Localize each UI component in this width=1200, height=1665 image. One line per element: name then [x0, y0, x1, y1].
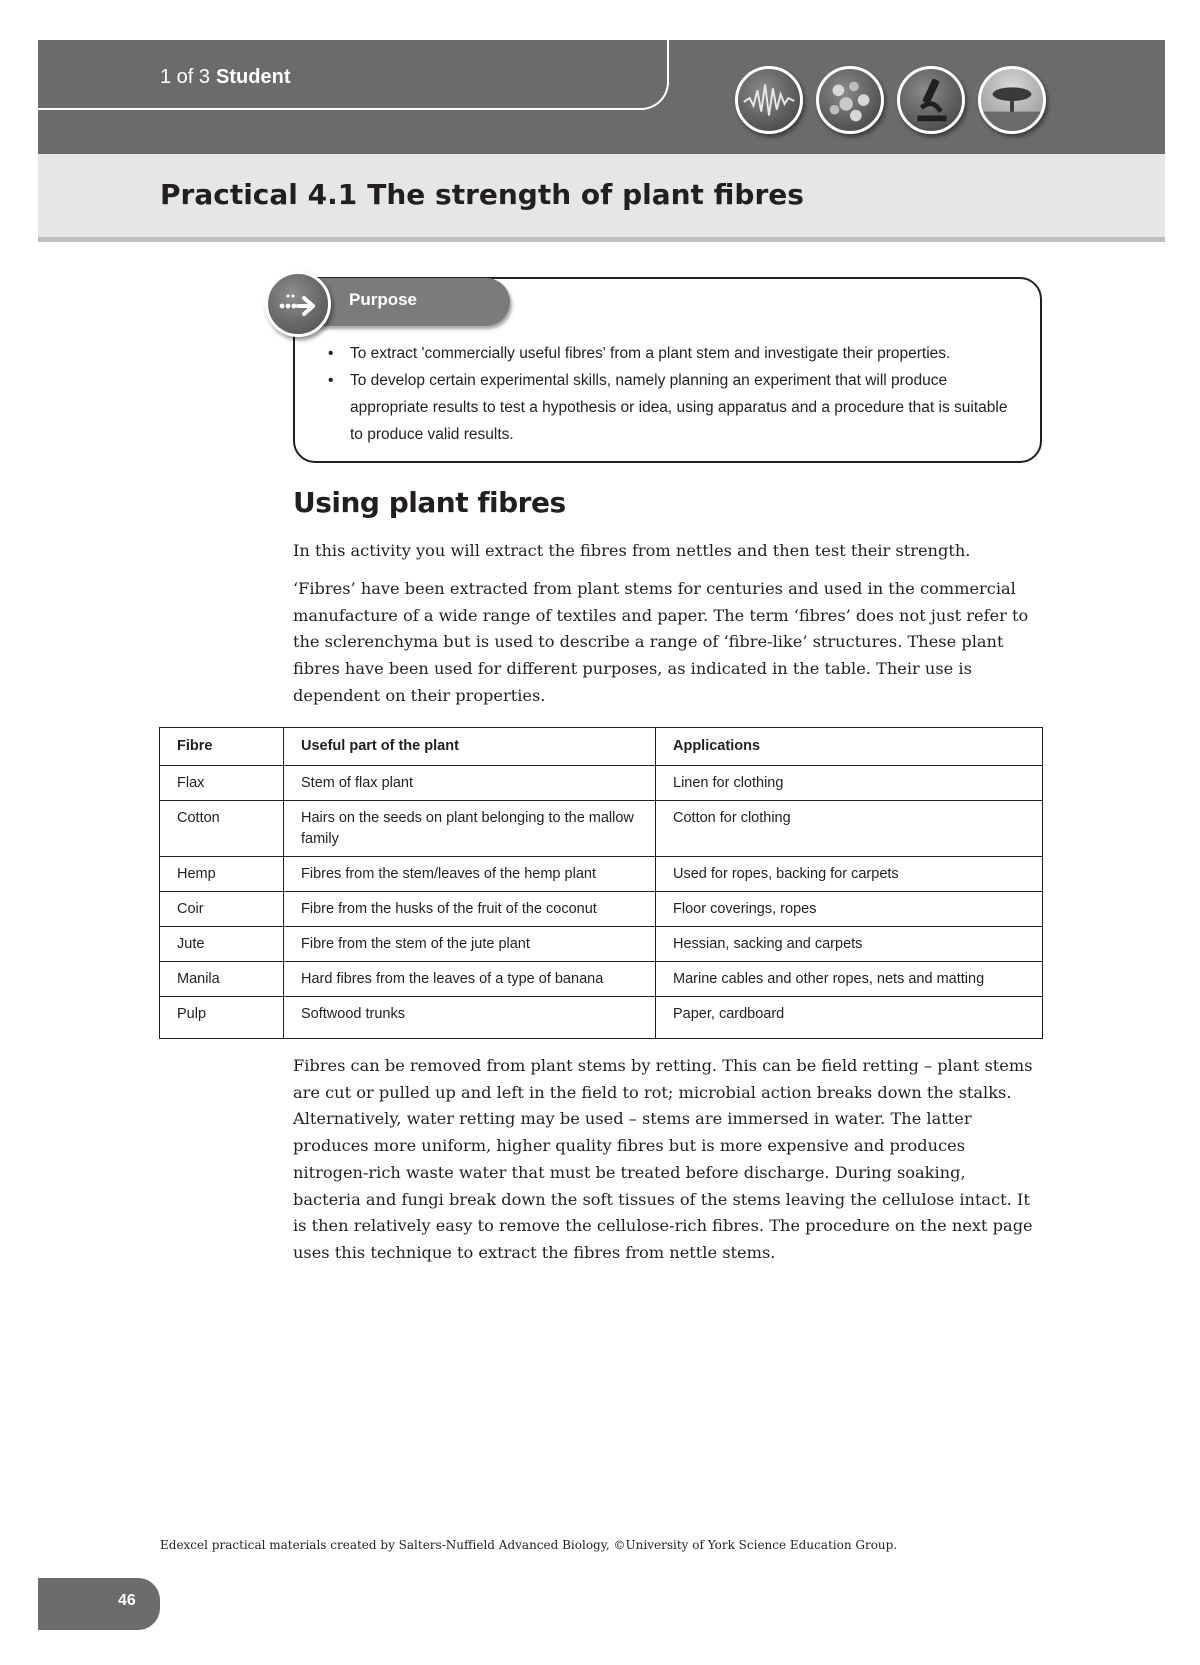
section-heading: Using plant fibres: [293, 486, 566, 519]
purpose-item: • To extract 'commercially useful fibres' from a plant stem and investigate their properties.: [322, 340, 1022, 367]
practical-name: The strength of plant fibres: [367, 178, 804, 211]
table-cell: Jute: [160, 927, 284, 962]
table-cell: Hemp: [160, 857, 284, 892]
purpose-item: • To develop certain experimental skills, namely planning an experiment that will produce appropriate results to test a hypothesis or idea, using apparatus and a procedure that is suitable to produce valid results.: [322, 367, 1022, 448]
header-icons: [735, 66, 1055, 134]
table-row: [160, 997, 1043, 1039]
molecule-icon: [816, 66, 884, 134]
table-row: [160, 801, 1043, 857]
waveform-icon: [735, 66, 803, 134]
retting-paragraph: Fibres can be removed from plant stems by retting. This can be field retting – plant stems are cut or pulled up and left in the field to rot; microbial action breaks down the stalks. Alternatively, water retting may be used – stems are immersed in water. The latter produces more uniform, higher quality fibres but is more expensive and produces nitrogen-rich waste water that must be treated before discharge. During soaking, bacteria and fungi break down the soft tissues of the stems leaving the cellulose intact. It is then relatively easy to remove the cellulose-rich fibres. The procedure on the next page uses this technique to extract the fibres from nettle stems.: [293, 1056, 1033, 1262]
table-row: [160, 927, 1043, 962]
table-row: [160, 962, 1043, 997]
table-cell: Hairs on the seeds on plant belonging to the mallow family: [284, 801, 656, 857]
page-indicator: 1 of 3: [160, 66, 211, 88]
header-tab-outline: [38, 40, 669, 110]
table-cell: Linen for clothing: [656, 766, 1043, 801]
table-cell: Manila: [160, 962, 284, 997]
column-header-fibre: Fibre: [160, 728, 284, 766]
table-cell: Softwood trunks: [284, 997, 656, 1039]
footer-credit: Edexcel practical materials created by Salters-Nuffield Advanced Biology, ©University of York Science Education Group.: [160, 1538, 898, 1552]
page-number-tab: [38, 1578, 160, 1630]
column-header-useful-part: Useful part of the plant: [284, 728, 656, 766]
savanna-tree-icon: [978, 66, 1046, 134]
microscope-icon: [897, 66, 965, 134]
table-cell: Used for ropes, backing for carpets: [656, 857, 1043, 892]
table-cell: Cotton for clothing: [656, 801, 1043, 857]
practical-number: Practical 4.1: [160, 178, 358, 211]
purpose-label: Purpose: [349, 290, 418, 309]
table-cell: Coir: [160, 892, 284, 927]
table-cell: Marine cables and other ropes, nets and matting: [656, 962, 1043, 997]
table-header-row: [160, 728, 1043, 766]
table-cell: Floor coverings, ropes: [656, 892, 1043, 927]
fibres-paragraph: ‘Fibres’ have been extracted from plant stems for centuries and used in the commercial manufacture of a wide range of textiles and paper. The term ‘fibres’ does not just refer to the sclerenchyma but is used to describe a range of ‘fibre-like’ structures. These plant fibres have been used for different purposes, as indicated in the table. Their use is dependent on their properties.: [293, 579, 1029, 705]
purpose-arrow-icon: [265, 271, 331, 337]
column-header-applications: Applications: [656, 728, 1043, 766]
table-row: [160, 766, 1043, 801]
table-cell: Hard fibres from the leaves of a type of banana: [284, 962, 656, 997]
page-title: [160, 178, 804, 211]
table-cell: Pulp: [160, 997, 284, 1039]
intro-paragraph: In this activity you will extract the fibres from nettles and then test their strength.: [293, 541, 971, 560]
table-cell: Cotton: [160, 801, 284, 857]
audience-label: Student: [216, 66, 291, 88]
table-row: [160, 857, 1043, 892]
header-tab-label: [160, 66, 290, 96]
table-cell: Fibre from the stem of the jute plant: [284, 927, 656, 962]
table-cell: Flax: [160, 766, 284, 801]
table-cell: Stem of flax plant: [284, 766, 656, 801]
table-cell: Fibres from the stem/leaves of the hemp plant: [284, 857, 656, 892]
table-cell: Paper, cardboard: [656, 997, 1043, 1039]
purpose-list: [322, 340, 1022, 448]
table-cell: Fibre from the husks of the fruit of the coconut: [284, 892, 656, 927]
fibre-table: [159, 727, 1043, 1039]
page-number: 46: [118, 1592, 136, 1609]
table-cell: Hessian, sacking and carpets: [656, 927, 1043, 962]
table-row: [160, 892, 1043, 927]
